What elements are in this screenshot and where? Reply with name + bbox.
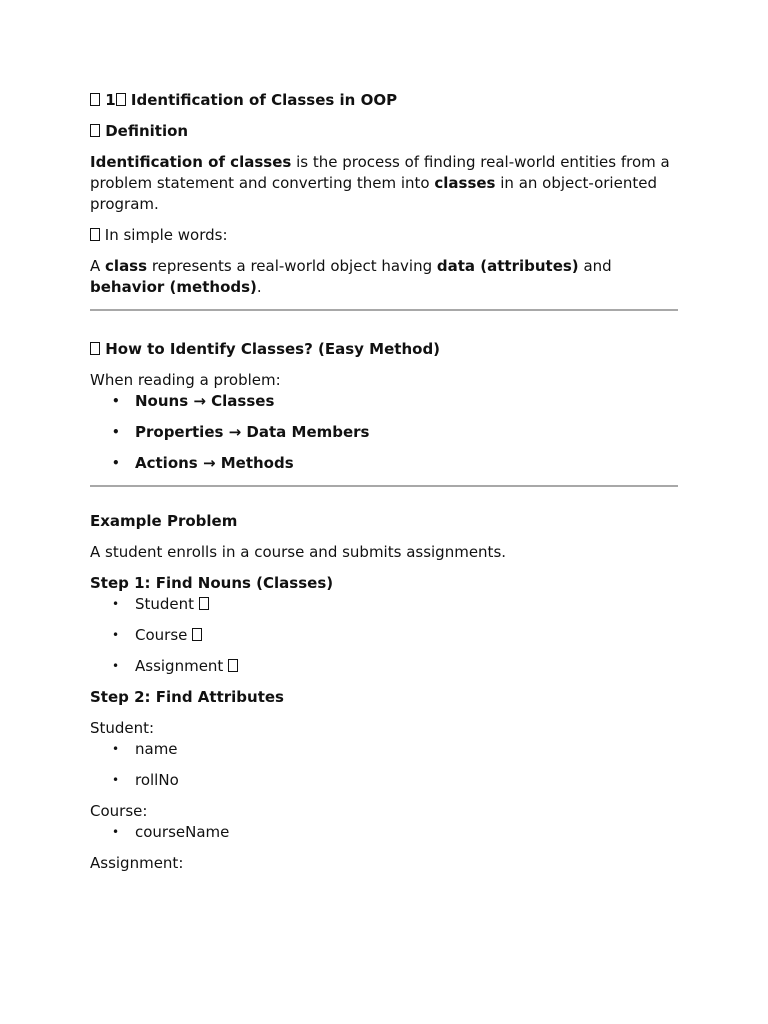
keycap-placeholder-icon	[116, 93, 126, 106]
emoji-placeholder-icon	[90, 124, 100, 137]
definition-heading: Definition	[90, 121, 678, 142]
list-item: • Student	[90, 594, 678, 615]
emoji-placeholder-icon	[90, 93, 100, 106]
student-attributes-list	[90, 739, 678, 791]
list-item: • Assignment	[90, 656, 678, 677]
section-title: 1 Identification of Classes in OOP	[90, 90, 678, 111]
assignment-label: Assignment:	[90, 854, 184, 872]
nouns-list	[90, 594, 678, 677]
list-item: • Properties → Data Members	[112, 423, 370, 441]
list-item: • courseName	[112, 823, 230, 841]
student-label: Student:	[90, 719, 155, 737]
list-item: • Actions → Methods	[112, 454, 294, 472]
step1-heading: Step 1: Find Nouns (Classes)	[90, 574, 334, 592]
emoji-placeholder-icon	[90, 228, 100, 241]
rules-list	[90, 391, 678, 474]
course-label: Course:	[90, 802, 148, 820]
emoji-placeholder-icon	[90, 342, 100, 355]
step2-heading: Step 2: Find Attributes	[90, 688, 284, 706]
example-problem-text: A student enrolls in a course and submits assignments.	[90, 543, 507, 561]
document-page	[90, 90, 678, 874]
emoji-placeholder-icon	[199, 597, 209, 610]
course-attributes-list	[90, 822, 678, 843]
list-item: • Course	[90, 625, 678, 646]
emoji-placeholder-icon	[192, 628, 202, 641]
class-explanation-paragraph: A class represents a real-world object having data (attributes) and behavior (methods).	[90, 257, 612, 296]
example-heading: Example Problem	[90, 512, 238, 530]
simple-words-line: In simple words:	[90, 225, 678, 246]
list-item: • Nouns → Classes	[112, 392, 275, 410]
list-item: • rollNo	[112, 771, 179, 789]
definition-paragraph: Identification of classes is the process of finding real-world entities from a problem statement and converting them into classes in an object-oriented program.	[90, 153, 670, 213]
how-to-intro: When reading a problem:	[90, 371, 281, 389]
emoji-placeholder-icon	[228, 659, 238, 672]
list-item: • name	[112, 740, 178, 758]
how-to-heading: How to Identify Classes? (Easy Method)	[90, 339, 678, 360]
